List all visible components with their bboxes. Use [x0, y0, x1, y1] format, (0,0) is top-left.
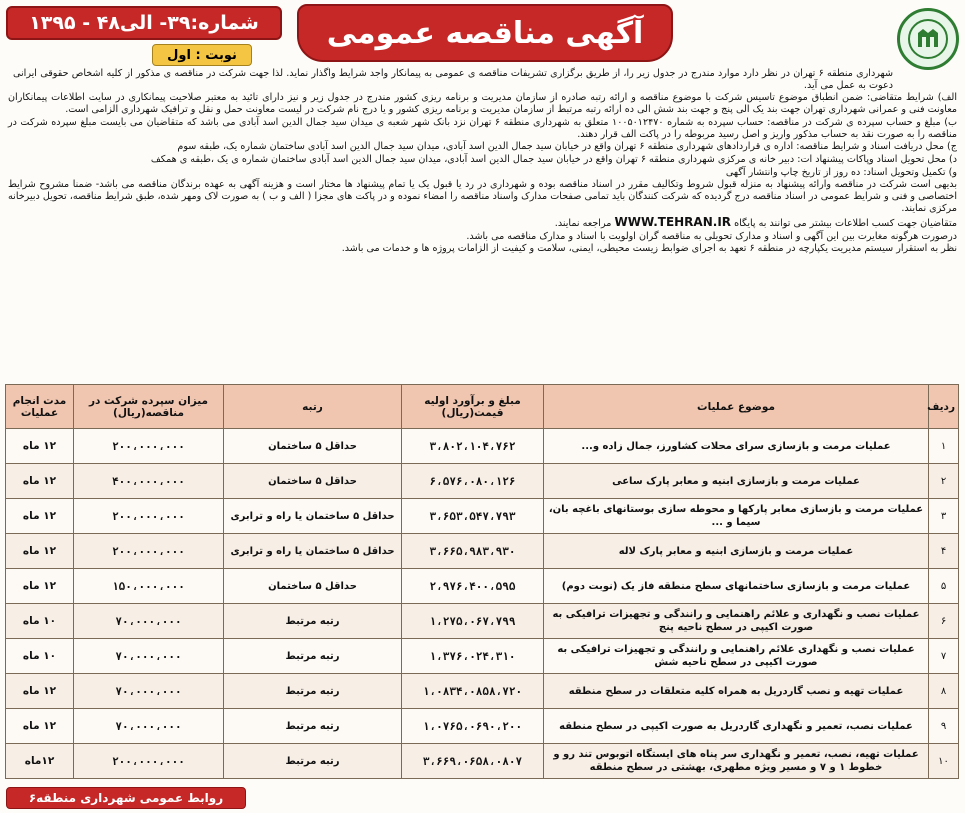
table-row — [6, 709, 959, 744]
table-row — [6, 604, 959, 639]
row-deposit: ۲۰۰،۰۰۰،۰۰۰ — [74, 744, 224, 779]
notes-website: متقاضیان جهت کسب اطلاعات بیشتر می توانند به پایگاه WWW.TEHRAN.IR مراجعه نمایند. — [554, 214, 957, 229]
row-number: ۷ — [929, 639, 959, 674]
row-duration: ۱۲ ماه — [6, 709, 74, 744]
round-badge — [152, 44, 252, 66]
row-duration: ۱۲ماه — [6, 744, 74, 779]
row-duration: ۱۲ ماه — [6, 569, 74, 604]
header-deposit: میزان سپرده شرکت در مناقصه(ریال) — [74, 385, 224, 429]
row-estimate: ۱،۲۷۵،۰۶۷،۷۹۹ — [402, 604, 544, 639]
row-deposit: ۱۵۰،۰۰۰،۰۰۰ — [74, 569, 224, 604]
row-subject: عملیات نصب، تعمیر و نگهداری گاردریل به صورت اکیپی در سطح منطقه — [544, 709, 929, 744]
row-estimate: ۱،۰۷۶۵،۰۶۹۰،۲۰۰ — [402, 709, 544, 744]
section-c: ج) محل دریافت اسناد و شرایط مناقصه: اداره ی قراردادهای شهرداری منطقه ۶ تهران واقع در خیابان سید جمال الدین اسد آبادی، میدان سید جمال الدین اسد آبادی ساختمان شماره یک، طبقه سوم — [177, 141, 957, 153]
row-grade: حداقل ۵ ساختمان یا راه و ترابری — [224, 534, 402, 569]
row-subject: عملیات مرمت و بازسازی ساختمانهای سطح منطقه فاز یک (نوبت دوم) — [544, 569, 929, 604]
row-grade: رتبه مرتبط — [224, 674, 402, 709]
row-duration: ۱۲ ماه — [6, 499, 74, 534]
table-row — [6, 499, 959, 534]
row-subject: عملیات نصب و نگهداری علائم راهنمایی و رانندگی و تجهیزات ترافیکی به صورت اکیپی در سطح ناحیه شش — [544, 639, 929, 674]
table-row — [6, 744, 959, 779]
row-deposit: ۴۰۰،۰۰۰،۰۰۰ — [74, 464, 224, 499]
section-d: د) محل تحویل اسناد وپاکات پیشنهاد ات: دبیر خانه ی مرکزی شهرداری منطقه ۶ تهران واقع در خیابان سید جمال الدین اسد آبادی، میدان سید جمال الدین اسد آبادی ساختمان شماره ی یک ،طبقه ی همکف — [150, 153, 957, 165]
conditions-text — [8, 92, 957, 256]
row-grade: حداقل ۵ ساختمان — [224, 429, 402, 464]
row-deposit: ۷۰،۰۰۰،۰۰۰ — [74, 604, 224, 639]
notes-general: بدیهی است شرکت در مناقصه وارائه پیشنهاد به منزله قبول شروط وتکالیف مقرر در اسناد مناقصه بوده و شهرداری در رد یا قبول یک یا تمام پیشنهاد ها مختار است و هزینه آگهی به عهده برندگان مناقصه می باشد- ضمنا مشروح شرایط اختصاصی و فنی و شرایط عمومی در اسناد مناقصه درج گردیده که شرکت کنندگان باید تمامی صفحات مدارک واسناد مناقصه را امضاء نموده و در پاکت های مجزا ( الف و ب ) به صورت لاک ومهر شده، طبق شرایط مناقصه، تحویل دبیرخانه مرکزی نمایند. — [8, 179, 957, 215]
row-duration: ۱۲ ماه — [6, 429, 74, 464]
tender-table — [5, 384, 959, 779]
header-row-number: ردیف — [929, 385, 959, 429]
intro-paragraph: شهرداری منطقه ۶ تهران در نظر دارد موارد مندرج در جدول زیر را، از طریق برگزاری تشریفات مناقصه ی عمومی به پیمانکار واجد شرایط واگذار نماید. لذا جهت شرکت در مناقصه ی مذکور از کلیه اشخاص حقوقی ایرانی دعوت به عمل می آید. — [13, 68, 893, 91]
row-subject: عملیات تهیه، نصب، تعمیر و نگهداری سر پناه های ایستگاه اتوبوس تند رو و خطوط ۱ و ۷ و مسیر ویژه مطهری، بهشتی در سطح منطقه — [544, 744, 929, 779]
section-a: الف) شرایط متقاضی: ضمن انطباق موضوع تاسیس شرکت با موضوع مناقصه و ارائه رتبه صادره از سازمان مدیریت و برنامه ریزی کشور مندرج در جدول زیر و نیز دارای تائید به معتبر صلاحیت پیمانکاری در سایت اطلاعات پیمانکاران معاونت فنی و عمرانی شهرداری تهران جهت بند یک الی پنج و جهت بند شش الی ده ارائه رتبه مرتبط از سازمان مدیریت و برنامه ریزی کشور و یا درج نام شرکت در لیست معاونت حمل و نقل و ترافیک شهرداری الزامی است. — [8, 92, 957, 116]
row-number: ۳ — [929, 499, 959, 534]
table-row — [6, 639, 959, 674]
footer-signature — [6, 787, 246, 809]
row-estimate: ۲،۹۷۶،۴۰۰،۵۹۵ — [402, 569, 544, 604]
row-deposit: ۷۰،۰۰۰،۰۰۰ — [74, 674, 224, 709]
row-subject: عملیات مرمت و بازسازی سرای محلات کشاورز، جمال زاده و... — [544, 429, 929, 464]
table-row — [6, 534, 959, 569]
row-estimate: ۳،۶۵۳،۵۴۷،۷۹۳ — [402, 499, 544, 534]
notes-priority: درصورت هرگونه مغایرت بین این آگهی و اسناد و مدارک تحویلی به مناقصه گران اولویت با اسناد و مدارک مناقصه می باشد. — [466, 230, 957, 242]
header-grade: رتبه — [224, 385, 402, 429]
table-row — [6, 464, 959, 499]
website-link[interactable]: WWW.TEHRAN.IR — [614, 214, 732, 229]
row-duration: ۱۲ ماه — [6, 464, 74, 499]
row-number: ۱ — [929, 429, 959, 464]
row-deposit: ۷۰،۰۰۰،۰۰۰ — [74, 709, 224, 744]
issue-number: شماره:۳۹- الی۴۸ - ۱۳۹۵ — [29, 12, 259, 34]
notes-hse: نظر به استقرار سیستم مدیریت یکپارچه در منطقه ۶ تعهد به اجرای ضوابط زیست محیطی، ایمنی، سلامت و کیفیت از الزامات پروژه ها و خدمات می باشد. — [341, 243, 957, 255]
municipality-logo — [897, 8, 959, 70]
row-number: ۴ — [929, 534, 959, 569]
row-estimate: ۶،۵۷۶،۰۸۰،۱۲۶ — [402, 464, 544, 499]
header-subject: موضوع عملیات — [544, 385, 929, 429]
row-number: ۱۰ — [929, 744, 959, 779]
row-subject: عملیات تهیه و نصب گاردریل به همراه کلیه متعلقات در سطح منطقه — [544, 674, 929, 709]
row-estimate: ۳،۸۰۲،۱۰۴،۷۶۲ — [402, 429, 544, 464]
section-b: ب) مبلغ و حساب سپرده ی شرکت در مناقصه: حساب سپرده به شماره ۱۰۰۵۰۱۲۴۷۰ متعلق به شهرداری منطقه ۶ تهران نزد بانک شهر شعبه ی میدان سید جمال الدین اسد آبادی می باشد که متقاضیان می بایست مبلغ سپرده شرکت در مناقصه را به صورت نقد به حساب مذکور واریز و اصل رسید مربوطه را در پاکت الف قرار دهند. — [8, 116, 957, 140]
row-grade: حداقل ۵ ساختمان — [224, 569, 402, 604]
issue-number-box — [6, 6, 282, 40]
tehran-emblem-icon — [906, 17, 950, 61]
row-duration: ۱۲ ماه — [6, 534, 74, 569]
row-deposit: ۷۰،۰۰۰،۰۰۰ — [74, 639, 224, 674]
row-subject: عملیات مرمت و بازسازی ابنیه و معابر پارک ساعی — [544, 464, 929, 499]
row-grade: رتبه مرتبط — [224, 639, 402, 674]
row-number: ۸ — [929, 674, 959, 709]
notice-title-banner — [297, 4, 673, 62]
row-number: ۹ — [929, 709, 959, 744]
table-row — [6, 569, 959, 604]
row-deposit: ۲۰۰،۰۰۰،۰۰۰ — [74, 429, 224, 464]
table-row — [6, 429, 959, 464]
row-duration: ۱۰ ماه — [6, 639, 74, 674]
section-e: و) تکمیل وتحویل اسناد: ده روز از تاریخ چاپ وانتشار آگهی — [725, 166, 957, 178]
row-subject: عملیات نصب و نگهداری و علائم راهنمایی و رانندگی و تجهیزات ترافیکی به صورت اکیپی در سطح ناحیه پنج — [544, 604, 929, 639]
row-number: ۲ — [929, 464, 959, 499]
notice-title: آگهی مناقصه عمومی — [326, 15, 644, 51]
row-duration: ۱۲ ماه — [6, 674, 74, 709]
row-estimate: ۳،۶۶۹،۰۶۵۸،۰۸۰۷ — [402, 744, 544, 779]
row-number: ۶ — [929, 604, 959, 639]
round-label: نوبت : اول — [167, 47, 237, 63]
row-grade: رتبه مرتبط — [224, 744, 402, 779]
table-row — [6, 674, 959, 709]
row-grade: رتبه مرتبط — [224, 709, 402, 744]
row-number: ۵ — [929, 569, 959, 604]
row-grade: حداقل ۵ ساختمان — [224, 464, 402, 499]
row-subject: عملیات مرمت و بازسازی معابر پارکها و محوطه سازی بوستانهای باغچه بان، سیما و ... — [544, 499, 929, 534]
row-deposit: ۲۰۰،۰۰۰،۰۰۰ — [74, 499, 224, 534]
row-estimate: ۳،۶۶۵،۹۸۳،۹۳۰ — [402, 534, 544, 569]
row-deposit: ۲۰۰،۰۰۰،۰۰۰ — [74, 534, 224, 569]
row-estimate: ۱،۰۸۳۴،۰۸۵۸،۷۲۰ — [402, 674, 544, 709]
table-header-row — [6, 385, 959, 429]
row-duration: ۱۰ ماه — [6, 604, 74, 639]
row-subject: عملیات مرمت و بازسازی ابنیه و معابر پارک لاله — [544, 534, 929, 569]
row-estimate: ۱،۳۷۶،۰۲۴،۳۱۰ — [402, 639, 544, 674]
row-grade: حداقل ۵ ساختمان یا راه و ترابری — [224, 499, 402, 534]
footer-public-relations: روابط عمومی شهرداری منطقه۶ — [28, 791, 224, 805]
header-duration: مدت انجام عملیات — [6, 385, 74, 429]
header-estimate: مبلغ و برآورد اولیه قیمت(ریال) — [402, 385, 544, 429]
row-grade: رتبه مرتبط — [224, 604, 402, 639]
